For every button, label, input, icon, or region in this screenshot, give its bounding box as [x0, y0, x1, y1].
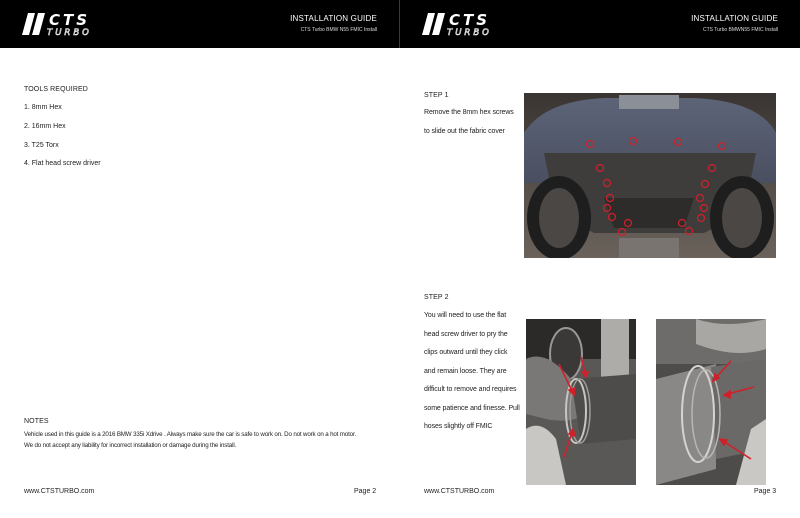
step-text-line: You will need to use the flat: [424, 312, 507, 319]
tool-item: 2. 16mm Hex: [24, 123, 66, 130]
step-text-line: difficult to remove and requires: [424, 386, 517, 393]
guide-subtitle: CTS Turbo BMWN55 FMIC Install: [702, 27, 778, 33]
tool-item: 1. 8mm Hex: [24, 104, 62, 111]
cts-turbo-logo: [22, 10, 132, 38]
svg-text:TURBO: TURBO: [447, 28, 492, 38]
notes-body: Vehicle used in this guide is a 2016 BMW 335i Xdrive . Always make sure the car is safe to work on. Do not work on a hot motor. We do not accept any liability for incorrect installation or damage during the install.: [24, 431, 357, 449]
step-text-line: and remain loose. They are: [424, 367, 507, 375]
svg-text:TURBO: TURBO: [47, 28, 92, 38]
notes-heading: NOTES: [24, 418, 49, 425]
step-text-line: to slide out the fabric cover: [424, 127, 505, 135]
car-underside-photo: [524, 93, 776, 258]
step-text-line: clips outward until they click: [424, 349, 508, 356]
footer-url-link[interactable]: www.CTSTURBO.com: [24, 488, 95, 495]
tool-item: 4. Flat head screw driver: [24, 160, 101, 167]
svg-text:CTS: CTS: [449, 11, 491, 29]
page-header: [0, 0, 400, 48]
svg-text:CTS: CTS: [49, 11, 91, 29]
page-3: [400, 0, 800, 518]
step-text-line: hoses slightly off FMIC: [424, 423, 493, 430]
step-1-heading: STEP 1: [424, 92, 449, 99]
step-2-text: [424, 307, 536, 437]
page-header: [400, 0, 800, 48]
page-number: Page 3: [754, 488, 777, 495]
step-text-line: Remove the 8mm hex screws: [424, 109, 514, 116]
cts-turbo-logo: [422, 10, 532, 38]
step-text-line: some patience and finesse. Pull: [424, 404, 520, 412]
hose-clip-photo-right: [656, 319, 766, 485]
footer-url-link[interactable]: www.CTSTURBO.com: [424, 488, 495, 495]
tools-required-heading: TOOLS REQUIRED: [24, 86, 88, 93]
guide-subtitle: CTS Turbo BMW N55 FMIC Install: [300, 27, 377, 33]
guide-title: INSTALLATION GUIDE: [691, 14, 778, 23]
tool-item: 3. T25 Torx: [24, 142, 59, 149]
step-text-line: head screw driver to pry the: [424, 330, 508, 338]
step-2-heading: STEP 2: [424, 294, 449, 301]
hose-clip-photo-left: [526, 319, 636, 485]
page-number: Page 2: [354, 488, 377, 495]
guide-title: INSTALLATION GUIDE: [290, 14, 377, 23]
